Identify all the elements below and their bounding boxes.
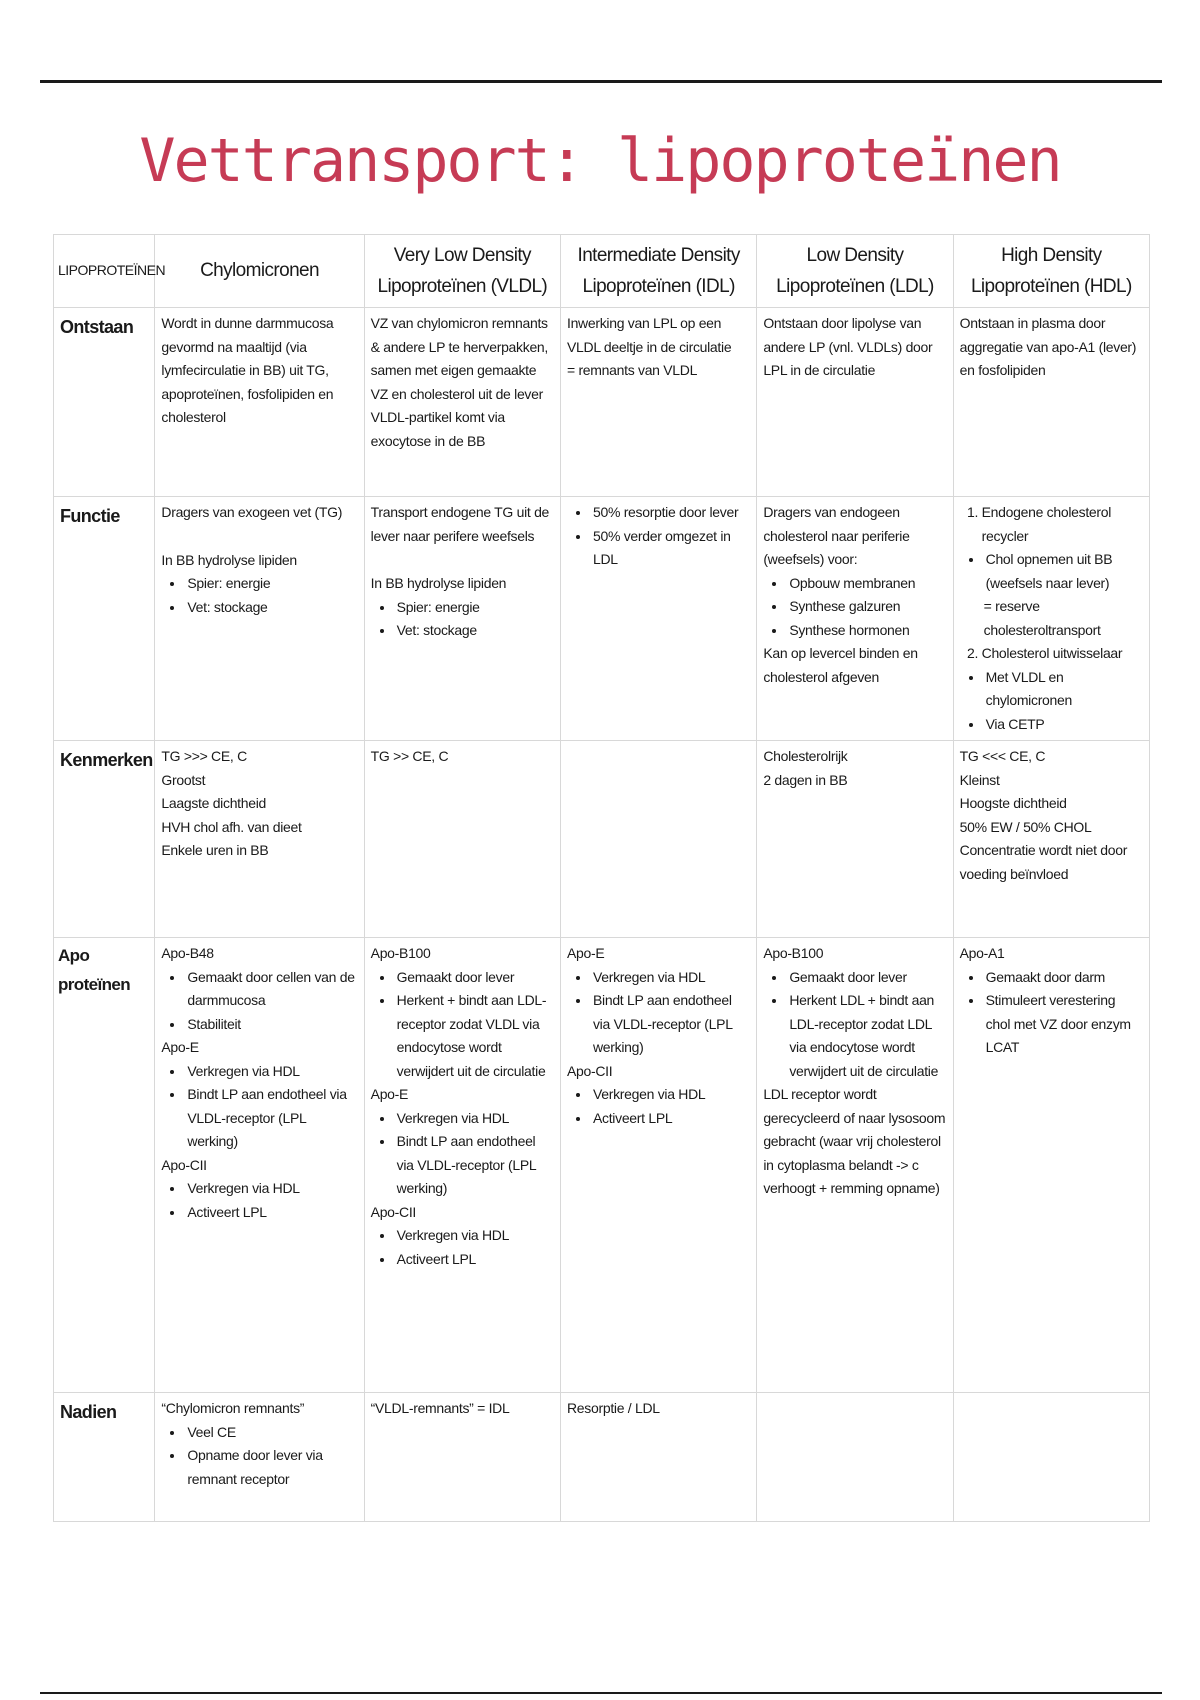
cell-text: TG >> CE, C: [370, 748, 449, 765]
cell-nadien-chylo: [155, 1393, 364, 1522]
cell-nadien-ldl: [757, 1393, 953, 1522]
apo-head: Apo-B100: [370, 945, 431, 962]
bullet-list: [161, 1421, 357, 1492]
cell-ontstaan-hdl: [953, 308, 1149, 497]
cell-kenmerken-vldl: [364, 741, 560, 938]
list-item: • Verkregen via HDL: [185, 1177, 357, 1201]
list-item: [982, 501, 1143, 548]
list-item: • Opbouw membranen: [787, 572, 946, 596]
row-label-ontstaan: Ontstaan: [54, 308, 155, 497]
list-item: • Vet: stockage: [395, 619, 554, 643]
cell-text: VZ van chylomicron remnants & andere LP te herverpakken, samen met eigen gemaakte VZ en cholesterol uit de lever: [370, 315, 549, 402]
cell-kenmerken-ldl: [757, 741, 953, 938]
cell-text: Kleinst: [959, 771, 1000, 788]
list-item: • Verkregen via HDL: [185, 1060, 357, 1084]
cell-text: Resorptie / LDL: [566, 1400, 660, 1417]
cell-text: HVH chol afh. van dieet: [161, 818, 302, 835]
list-item: • Stabiliteit: [185, 1013, 357, 1037]
list-item: • Verkregen via HDL: [591, 966, 750, 990]
cell-kenmerken-chylo: [155, 741, 364, 938]
header-idl: Intermediate Density Lipoproteïnen (IDL): [560, 235, 756, 308]
header-vldl: Very Low Density Lipoproteïnen (VLDL): [364, 235, 560, 308]
cell-text: 2 dagen in BB: [763, 771, 848, 788]
cell-text: In BB hydrolyse lipiden: [370, 575, 507, 592]
cell-text: 50% EW / 50% CHOL: [959, 818, 1092, 835]
row-label-functie: Functie: [54, 497, 155, 741]
cell-text: LDL receptor wordt gerecycleerd of naar lysosoom gebracht (waar vrij cholesterol in cytoplasma belandt -> c verhoogt + remming opname): [763, 1086, 946, 1197]
bullet-list: [161, 572, 357, 619]
cell-text: TG <<< CE, C: [959, 748, 1046, 765]
list-item: • Via CETP: [984, 713, 1143, 737]
list-item: • 50% resorptie door lever: [591, 501, 750, 525]
bottom-rule: [40, 1692, 1162, 1694]
bullet-list: [567, 966, 750, 1060]
row-apo-proteinen: [54, 938, 1150, 1393]
bullet-list: [763, 572, 946, 643]
lipoprotein-table: [53, 234, 1150, 1522]
apo-head: Apo-B100: [763, 945, 824, 962]
bullet-list: [161, 1177, 357, 1224]
cell-nadien-idl: [560, 1393, 756, 1522]
row-label-kenmerken: Kenmerken: [54, 741, 155, 938]
cell-text: Inwerking van LPL op een VLDL deeltje in de circulatie: [566, 315, 732, 355]
bullet-list: [161, 1060, 357, 1154]
cell-text: = remnants van VLDL: [566, 362, 698, 379]
cell-functie-ldl: [757, 497, 953, 741]
cell-text: Ontstaan in plasma door aggregatie van apo-A1 (lever) en fosfolipiden: [959, 315, 1137, 379]
numbered-list: [960, 642, 1143, 666]
header-chylomicronen: Chylomicronen: [155, 235, 364, 308]
cell-text: “VLDL-remnants” = IDL: [370, 1400, 510, 1417]
list-item: • Chol opnemen uit BB (weefsels naar lever): [984, 548, 1143, 595]
cell-text: Ontstaan door lipolyse van andere LP (vnl. VLDLs) door LPL in de circulatie: [763, 315, 933, 379]
bullet-list: [960, 966, 1143, 1060]
list-item-text: Cholesterol uitwisselaar: [981, 645, 1123, 662]
row-label-apo-proteinen: Apo proteïnen: [54, 938, 155, 1393]
row-kenmerken: [54, 741, 1150, 938]
list-item: • Synthese hormonen: [787, 619, 946, 643]
cell-ontstaan-chylo: [155, 308, 364, 497]
cell-text: Concentratie wordt niet door voeding beïnvloed: [959, 842, 1128, 882]
bullet-list: [161, 966, 357, 1037]
bullet-list: [567, 1083, 750, 1130]
cell-apo-ldl: [757, 938, 953, 1393]
apo-head: Apo-E: [566, 945, 605, 962]
cell-ontstaan-ldl: [757, 308, 953, 497]
cell-text: Kan op levercel binden en cholesterol afgeven: [763, 645, 918, 685]
list-item: • Spier: energie: [185, 572, 357, 596]
row-ontstaan: [54, 308, 1150, 497]
list-item: • Activeert LPL: [395, 1248, 554, 1272]
cell-text: Hoogste dichtheid: [959, 795, 1067, 812]
apo-head: Apo-CII: [161, 1156, 207, 1173]
list-item: • Vet: stockage: [185, 596, 357, 620]
cell-text: TG >>> CE, C: [161, 748, 247, 765]
bullet-list: [763, 966, 946, 1084]
row-functie: [54, 497, 1150, 741]
header-ldl: Low Density Lipoproteïnen (LDL): [757, 235, 953, 308]
list-item: • 50% verder omgezet in LDL: [591, 525, 750, 572]
cell-functie-idl: [560, 497, 756, 741]
list-item: • Activeert LPL: [185, 1201, 357, 1225]
bullet-list: [960, 548, 1143, 595]
list-item: • Gemaakt door cellen van de darmmucosa: [185, 966, 357, 1013]
bullet-list: [371, 596, 554, 643]
header-corner: LIPOPROTEÏNEN: [54, 235, 155, 308]
list-item: • Verkregen via HDL: [395, 1107, 554, 1131]
list-item: • Activeert LPL: [591, 1107, 750, 1131]
bullet-list: [960, 666, 1143, 737]
cell-text: Transport endogene TG uit de lever naar perifere weefsels: [370, 504, 550, 544]
apo-head: Apo-B48: [161, 945, 214, 962]
cell-text: VLDL-partikel komt via exocytose in de BB: [370, 409, 505, 449]
list-item: • Herkent + bindt aan LDL-receptor zodat VLDL via endocytose wordt verwijdert uit de circulatie: [395, 989, 554, 1083]
cell-apo-idl: [560, 938, 756, 1393]
apo-head: Apo-CII: [566, 1062, 613, 1079]
cell-text: Dragers van endogeen cholesterol naar periferie (weefsels) voor:: [763, 504, 910, 568]
list-item: [982, 642, 1143, 666]
cell-text: Cholesterolrijk: [763, 748, 848, 765]
list-item: • Met VLDL en chylomicronen: [984, 666, 1143, 713]
cell-nadien-hdl: [953, 1393, 1149, 1522]
cell-text: Dragers van exogeen vet (TG): [161, 504, 343, 520]
cell-apo-vldl: [364, 938, 560, 1393]
cell-text: Grootst: [161, 771, 206, 788]
list-item-text: Endogene cholesterol recycler: [981, 504, 1112, 544]
list-item: • Synthese galzuren: [787, 595, 946, 619]
list-item: • Gemaakt door lever: [395, 966, 554, 990]
list-item: • Gemaakt door darm: [984, 966, 1143, 990]
list-item: • Herkent LDL + bindt aan LDL-receptor zodat LDL via endocytose wordt verwijdert uit de circulatie: [787, 989, 946, 1083]
cell-functie-hdl: [953, 497, 1149, 741]
cell-text: Enkele uren in BB: [161, 842, 269, 859]
list-item: • Bindt LP aan endotheel via VLDL-receptor (LPL werking): [395, 1130, 554, 1201]
apo-head: Apo-CII: [370, 1203, 417, 1220]
bullet-list: [371, 966, 554, 1084]
list-item: • Bindt LP aan endotheel via VLDL-receptor (LPL werking): [591, 989, 750, 1060]
cell-text: In BB hydrolyse lipiden: [161, 551, 297, 568]
list-item: • Stimuleert verestering chol met VZ door enzym LCAT: [984, 989, 1143, 1060]
apo-head: Apo-A1: [959, 945, 1005, 962]
list-item: • Spier: energie: [395, 596, 554, 620]
cell-functie-vldl: [364, 497, 560, 741]
row-nadien: [54, 1393, 1150, 1522]
cell-functie-chylo: [155, 497, 364, 741]
cell-text: = reserve cholesteroltransport: [983, 598, 1101, 638]
list-item: • Gemaakt door lever: [787, 966, 946, 990]
numbered-list: [960, 501, 1143, 548]
cell-nadien-vldl: [364, 1393, 560, 1522]
cell-text: Laagste dichtheid: [161, 795, 267, 812]
cell-text: Wordt in dunne darmmucosa gevormd na maaltijd (via lymfecirculatie in BB) uit TG, apoproteïnen, fosfolipiden en cholesterol: [161, 315, 334, 426]
bullet-list: [371, 1107, 554, 1201]
cell-kenmerken-idl: [560, 741, 756, 938]
cell-ontstaan-vldl: [364, 308, 560, 497]
bullet-list: [567, 501, 750, 572]
bullet-list: [371, 1224, 554, 1271]
header-row: [54, 235, 1150, 308]
top-rule: [40, 80, 1162, 83]
apo-head: Apo-E: [161, 1039, 199, 1056]
header-hdl: High Density Lipoproteïnen (HDL): [953, 235, 1149, 308]
list-item: • Bindt LP aan endotheel via VLDL-receptor (LPL werking): [185, 1083, 357, 1154]
list-item: • Verkregen via HDL: [591, 1083, 750, 1107]
row-label-nadien: Nadien: [54, 1393, 155, 1522]
apo-head: Apo-E: [370, 1086, 409, 1103]
cell-text: “Chylomicron remnants”: [161, 1400, 305, 1417]
page-title: Vettransport: lipoproteïnen: [139, 126, 1061, 196]
list-item: • Verkregen via HDL: [395, 1224, 554, 1248]
cell-apo-hdl: [953, 938, 1149, 1393]
cell-kenmerken-hdl: [953, 741, 1149, 938]
cell-apo-chylo: [155, 938, 364, 1393]
list-item: • Veel CE: [185, 1421, 357, 1445]
list-item: • Opname door lever via remnant receptor: [185, 1444, 357, 1491]
cell-ontstaan-idl: [560, 308, 756, 497]
